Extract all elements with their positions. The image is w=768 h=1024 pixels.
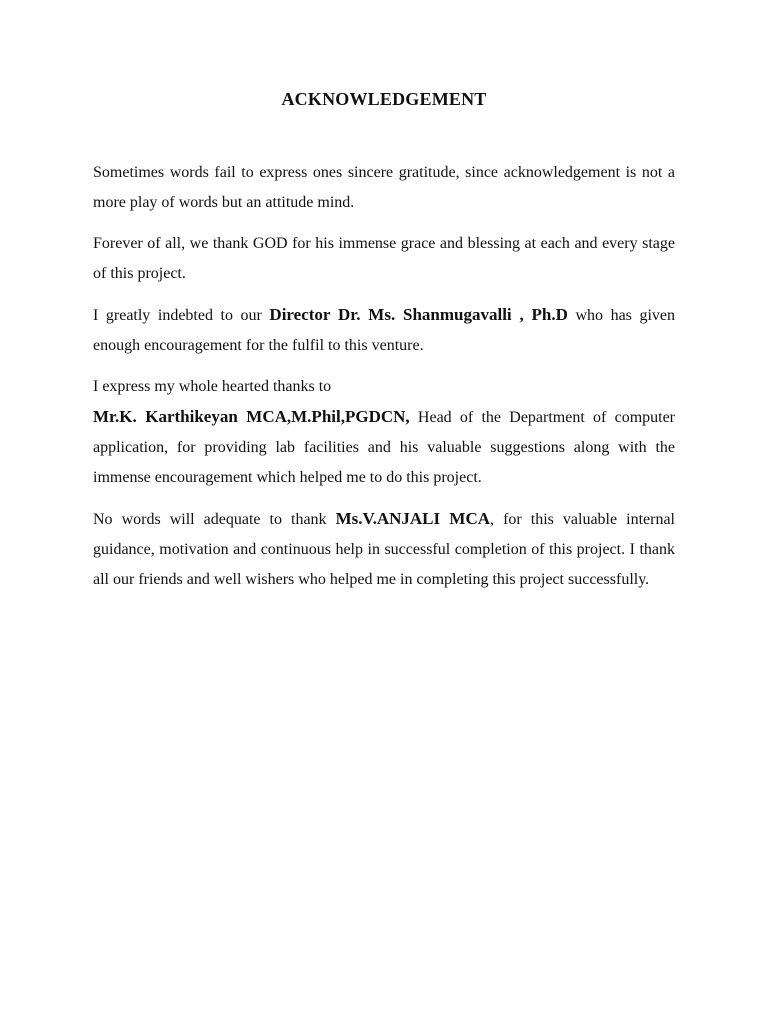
paragraph-5-text-before: No words will adequate to thank	[93, 511, 336, 528]
paragraph-4-intro: I express my whole hearted thanks to	[93, 378, 332, 395]
document-body	[93, 158, 675, 606]
paragraph-5-text-after: , for this valuable internal guidance, motivation and continuous help in successful completion of this project. I thank all our friends and well wishers who helped me in completing this project successfully.	[93, 511, 675, 588]
paragraph-2: Forever of all, we thank GOD for his immense grace and blessing at each and every stage of this project.	[93, 235, 675, 282]
paragraph-5	[93, 504, 675, 595]
paragraph-3-text-after: who has given enough encouragement for the fulfil to this venture.	[93, 307, 675, 354]
paragraph-3	[93, 300, 675, 361]
paragraph-3-text-before: I greatly indebted to our	[93, 307, 270, 324]
paragraph-1: Sometimes words fail to express ones sincere gratitude, since acknowledgement is not a more play of words but an attitude mind.	[93, 164, 675, 211]
paragraph-4-text-after: Head of the Department of computer application, for providing lab facilities and his valuable suggestions along with the immense encouragement which helped me to do this project.	[93, 409, 676, 486]
hod-name: Mr.K. Karthikeyan MCA,M.Phil,PGDCN,	[93, 407, 410, 426]
page-title: ACKNOWLEDGEMENT	[281, 89, 487, 109]
guide-name: Ms.V.ANJALI MCA	[335, 509, 491, 528]
director-name: Director Dr. Ms. Shanmugavalli , Ph.D	[269, 305, 568, 324]
paragraph-4	[93, 402, 675, 493]
